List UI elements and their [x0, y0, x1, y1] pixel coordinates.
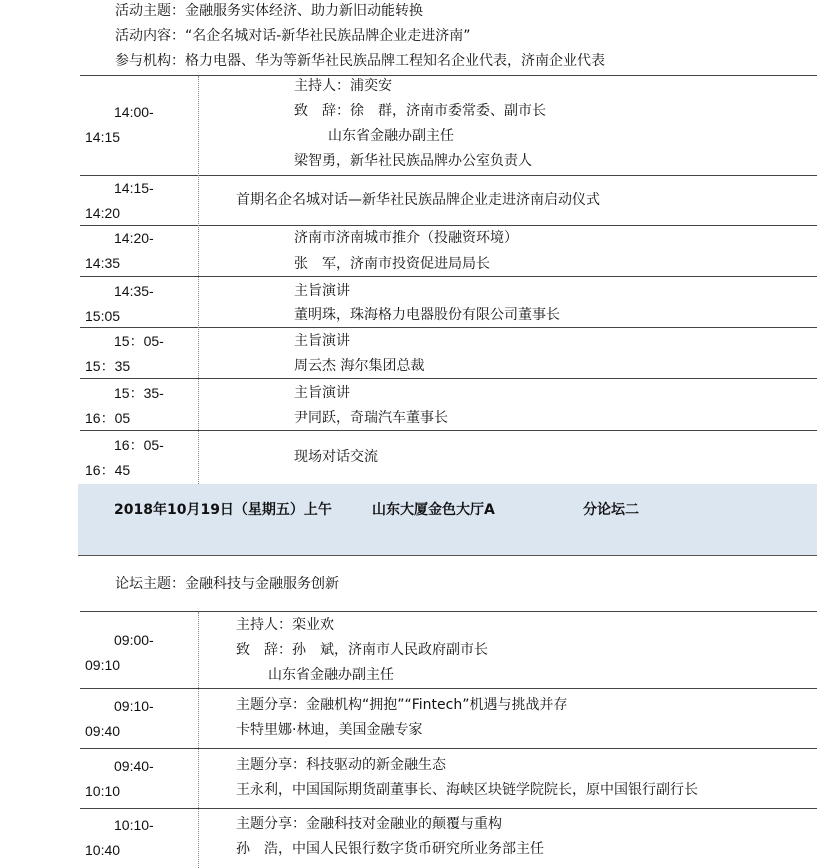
session-date: 2018年10月19日（星期五）上午 — [114, 502, 332, 518]
agenda-line: 主旨演讲 — [294, 333, 350, 349]
agenda-line: 主持人：栾业欢 — [236, 617, 334, 633]
agenda-line: 尹同跃，奇瑞汽车董事长 — [294, 410, 448, 426]
time-start: 16：05- — [114, 437, 164, 453]
time-end: 14:15 — [85, 129, 121, 145]
agenda-line: 主题分享：金融科技对金融业的颠覆与重构 — [236, 816, 502, 832]
agenda-line: 首期名企名城对话—新华社民族品牌企业走进济南启动仪式 — [236, 192, 600, 208]
agenda-line: 济南市济南城市推介（投融资环境） — [294, 230, 518, 246]
time-end: 14:35 — [85, 255, 121, 271]
agenda-line: 卡特里娜·林迪，美国金融专家 — [236, 722, 423, 738]
table-divider — [80, 225, 817, 226]
agenda-line: 主旨演讲 — [294, 283, 350, 299]
time-start: 14:00- — [114, 104, 154, 120]
time-start: 14:15- — [114, 180, 154, 196]
time-start: 09:40- — [114, 758, 154, 774]
time-end: 09:40 — [85, 723, 121, 739]
table-divider — [80, 688, 817, 689]
forum1-theme: 活动主题：金融服务实体经济、助力新旧动能转换 — [115, 3, 423, 19]
session-venue: 山东大厦金色大厅A — [372, 502, 495, 518]
agenda-line: 现场对话交流 — [294, 449, 378, 465]
time-cell — [80, 384, 200, 427]
agenda-line: 主题分享：科技驱动的新金融生态 — [236, 757, 446, 773]
agenda-line: 主旨演讲 — [294, 385, 350, 401]
time-start: 14:35- — [114, 283, 154, 299]
time-end: 09:10 — [85, 657, 121, 673]
time-cell — [80, 436, 200, 479]
time-cell — [80, 757, 200, 800]
agenda-line: 山东省金融办副主任 — [328, 128, 454, 144]
time-cell — [80, 179, 200, 222]
table-divider — [80, 378, 817, 379]
time-end: 15:05 — [85, 308, 121, 324]
table-divider — [80, 327, 817, 328]
table-divider — [80, 430, 817, 431]
time-start: 09:10- — [114, 698, 154, 714]
time-start: 15：05- — [114, 333, 164, 349]
time-cell — [80, 229, 200, 272]
agenda-line: 孙 浩，中国人民银行数字货币研究所业务部主任 — [236, 841, 544, 857]
agenda-line: 山东省金融办副主任 — [268, 667, 394, 683]
time-cell — [80, 816, 200, 859]
agenda-line: 王永利，中国国际期货副董事长、海峡区块链学院院长，原中国银行副行长 — [236, 782, 698, 798]
agenda-line: 致 辞：徐 群，济南市委常委、副市长 — [294, 103, 546, 119]
time-start: 15：35- — [114, 385, 164, 401]
table-divider — [80, 748, 817, 749]
time-end: 10:10 — [85, 783, 121, 799]
agenda-line: 致 辞：孙 斌，济南市人民政府副市长 — [236, 642, 488, 658]
time-end: 15：35 — [85, 358, 131, 374]
table-divider — [80, 808, 817, 809]
table-divider — [80, 276, 817, 277]
forum2-theme: 论坛主题：金融科技与金融服务创新 — [115, 576, 339, 592]
table-divider — [80, 75, 817, 76]
agenda-line: 张 军，济南市投资促进局局长 — [294, 256, 490, 272]
time-start: 10:10- — [114, 817, 154, 833]
time-end: 10:40 — [85, 842, 121, 858]
agenda-line: 梁智勇，新华社民族品牌办公室负责人 — [294, 153, 532, 169]
table-divider — [80, 611, 817, 612]
time-cell — [80, 697, 200, 740]
time-cell — [80, 282, 200, 325]
time-cell — [80, 631, 200, 674]
time-cell — [80, 332, 200, 375]
time-cell — [80, 103, 200, 146]
time-end: 16：05 — [85, 410, 131, 426]
session-banner — [78, 484, 817, 556]
forum1-content: 活动内容：“名企名城对话-新华社民族品牌企业走进济南” — [115, 28, 471, 44]
agenda-line: 主题分享：金融机构“拥抱”“Fintech”机遇与挑战并存 — [236, 697, 568, 713]
agenda-line: 周云杰 海尔集团总裁 — [294, 358, 425, 374]
time-end: 14:20 — [85, 205, 121, 221]
forum1-participants: 参与机构：格力电器、华为等新华社民族品牌工程知名企业代表，济南企业代表 — [115, 53, 605, 69]
agenda-line: 主持人：浦奕安 — [294, 78, 392, 94]
agenda-line: 董明珠，珠海格力电器股份有限公司董事长 — [294, 307, 560, 323]
table-divider — [80, 175, 817, 176]
time-end: 16：45 — [85, 462, 131, 478]
time-start: 09:00- — [114, 632, 154, 648]
time-start: 14:20- — [114, 230, 154, 246]
session-forum: 分论坛二 — [583, 502, 639, 518]
